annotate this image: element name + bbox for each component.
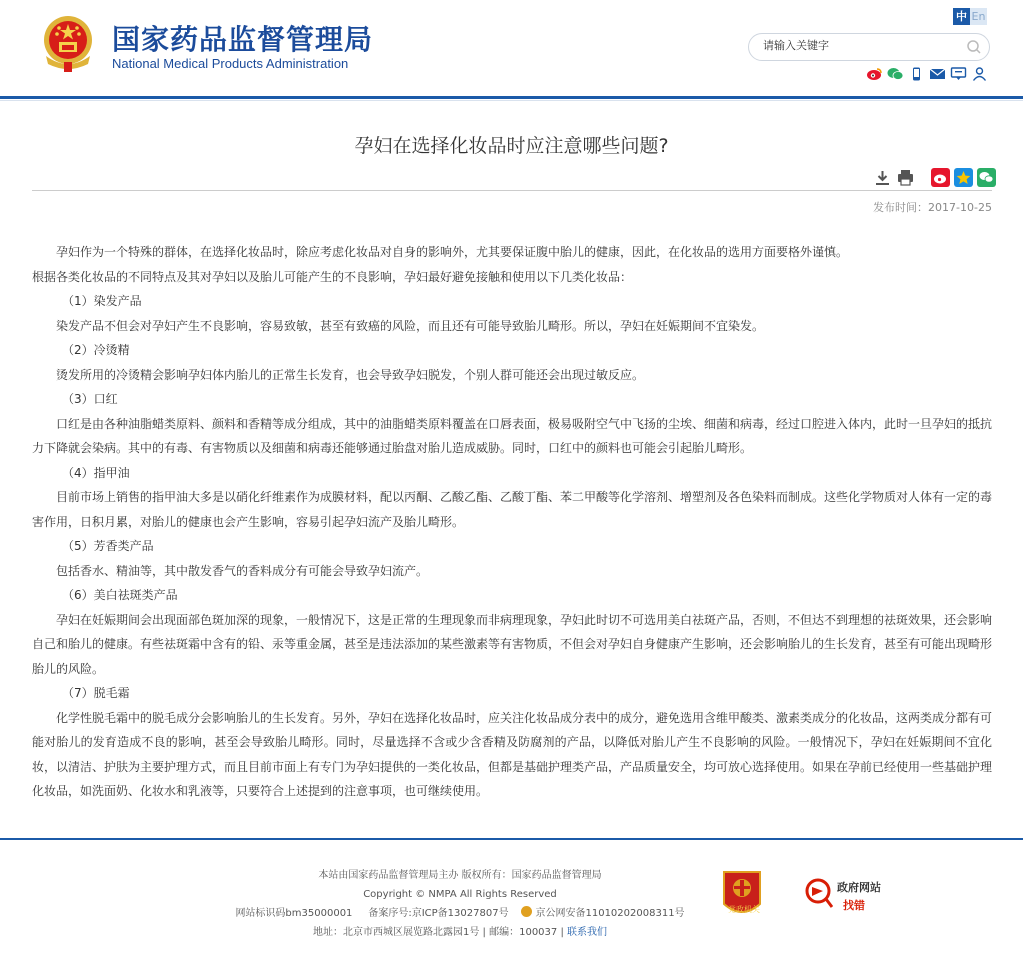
footer-icp-record[interactable]: 备案序号:京ICP备13027807号 bbox=[368, 908, 509, 919]
footer-address: 地址：北京市西城区展览路北露园1号 | 邮编：100037 | bbox=[313, 927, 564, 938]
footer-copyright: Copyright © NMPA All Rights Reserved bbox=[363, 889, 557, 900]
publish-date: 发布时间：2017-10-25 bbox=[873, 201, 992, 214]
wechat-icon[interactable] bbox=[887, 66, 904, 80]
share-favorite-icon[interactable] bbox=[954, 168, 973, 187]
section-heading: （6）美白祛斑类产品 bbox=[62, 588, 178, 602]
footer-sponsor: 本站由国家药品监督管理局主办 版权所有：国家药品监督管理局 bbox=[318, 870, 602, 881]
language-switch bbox=[953, 8, 987, 25]
header-share-icons bbox=[866, 66, 988, 80]
article-tools bbox=[873, 168, 1000, 187]
download-icon[interactable] bbox=[873, 168, 892, 187]
gov-site-magnifier-icon bbox=[803, 877, 833, 909]
message-icon[interactable] bbox=[950, 66, 967, 80]
section-heading: （7）脱毛霜 bbox=[62, 686, 130, 700]
search-icon[interactable] bbox=[965, 38, 983, 56]
lang-cn-button[interactable]: 中 bbox=[953, 8, 970, 25]
article-body bbox=[32, 240, 992, 804]
weibo-icon[interactable] bbox=[866, 66, 883, 80]
gov-site-error-badge[interactable] bbox=[803, 873, 887, 913]
share-weibo-icon[interactable] bbox=[931, 168, 950, 187]
national-emblem-icon[interactable] bbox=[40, 14, 96, 74]
section-heading: （2）冷烫精 bbox=[62, 343, 130, 357]
police-badge-icon bbox=[521, 906, 532, 917]
footer-info bbox=[230, 866, 690, 942]
article-paragraph: 烫发所用的冷烫精会影响孕妇体内胎儿的正常生长发育，也会导致孕妇脱发，个别人群可能还会出现过敏反应。 bbox=[56, 367, 645, 382]
contact-us-link[interactable]: 联系我们 bbox=[567, 927, 607, 938]
mail-icon[interactable] bbox=[929, 66, 946, 80]
article-paragraph: 口红是由各种油脂蜡类原料、颜料和香精等成分组成，其中的油脂蜡类原料覆盖在口唇表面，极易吸附空气中飞扬的尘埃、细菌和病毒，经过口腔进入体内，此时一旦孕妇的抵抗力下降就会染病。其中的有毒、有害物质以及细菌和病毒还能够通过胎盘对胎儿造成威胁。同时，口红中的颜料也可能会引起胎儿畸形。 bbox=[32, 416, 993, 455]
article-paragraph: 孕妇作为一个特殊的群体，在选择化妆品时，除应考虑化妆品对自身的影响外，尤其要保证腹中胎儿的健康，因此，在化妆品的选用方面要格外谨慎。 bbox=[56, 245, 849, 259]
gov-site-name: 政府网站 bbox=[837, 881, 881, 894]
lang-en-button[interactable]: En bbox=[971, 10, 986, 23]
search-input[interactable] bbox=[763, 39, 953, 52]
section-heading: （5）芳香类产品 bbox=[62, 539, 154, 553]
party-gov-badge[interactable] bbox=[720, 868, 764, 920]
footer-site-id: 网站标识码bm35000001 bbox=[235, 908, 353, 919]
footer-divider bbox=[0, 838, 1023, 840]
footer-records bbox=[230, 904, 690, 923]
article-paragraph: 染发产品不但会对孕妇产生不良影响，容易致敏，甚至有致癌的风险，而且还有可能导致胎儿畸形。所以，孕妇在妊娠期间不宜染发。 bbox=[56, 318, 765, 333]
article-paragraph: 包括香水、精油等，其中散发香气的香料成分有可能会导致孕妇流产。 bbox=[56, 563, 429, 578]
mobile-icon[interactable] bbox=[908, 66, 925, 80]
article-paragraph: 化学性脱毛霜中的脱毛成分会影响胎儿的生长发育。另外，孕妇在选择化妆品时，应关注化妆品成分表中的成分，避免选用含维甲酸类、激素类成分的化妆品，这两类成分都有可能对胎儿的发育造成不良的影响，甚至会导致胎儿畸形。同时，尽量选择不含或少含香精及防腐剂的产品，以降低对胎儿产生不良影响的风险。一般情况下，孕妇在妊娠期间不宜化妆，以清洁、护肤为主要护理方式，而且目前市面上有专门为孕妇提供的一类化妆品，但都是基础护理类产品，产品质量安全，均可放心选择使用。如果在孕前已经使用一些基础护理化妆品，如洗面奶、化妆水和乳液等，只要符合上述提到的注意事项，也可继续使用。 bbox=[32, 710, 993, 798]
footer-address-line bbox=[230, 923, 690, 942]
site-title-en[interactable]: National Medical Products Administration bbox=[112, 56, 349, 71]
article-paragraph: 孕妇在妊娠期间会出现面部色斑加深的现象，一般情况下，这是正常的生理现象而非病理现象，孕妇此时切不可选用美白祛斑产品，否则，不但达不到理想的祛斑效果，还会影响自己和胎儿的健康。有些祛斑霜中含有的铅、汞等重金属，甚至是违法添加的某些激素等有害物质，不但会对孕妇自身健康产生影响，还会影响胎儿的生长发育，甚至有可能出现畸形胎儿的风险。 bbox=[32, 612, 993, 676]
article-paragraph: 根据各类化妆品的不同特点及其对孕妇以及胎儿可能产生的不良影响，孕妇最好避免接触和使用以下几类化妆品： bbox=[32, 269, 633, 284]
user-icon[interactable] bbox=[971, 66, 988, 80]
share-wechat-icon[interactable] bbox=[977, 168, 996, 187]
section-heading: （3）口红 bbox=[62, 392, 118, 406]
gov-site-error-label: 找错 bbox=[843, 899, 865, 912]
article-title: 孕妇在选择化妆品时应注意哪些问题? bbox=[354, 135, 669, 157]
print-icon[interactable] bbox=[896, 168, 915, 187]
article-paragraph: 目前市场上销售的指甲油大多是以硝化纤维素作为成膜材料，配以丙酮、乙酸乙酯、乙酸丁酯、苯二甲酸等化学溶剂、增塑剂及各色染料而制成。这些化学物质对人体有一定的毒害作用，日积月累，对胎儿的健康也会产生影响，容易引起孕妇流产及胎儿畸形。 bbox=[32, 490, 993, 529]
party-gov-label: 党政机关 bbox=[728, 905, 760, 914]
header-divider bbox=[0, 96, 1023, 99]
site-header bbox=[0, 0, 1023, 96]
section-heading: （4）指甲油 bbox=[62, 465, 130, 480]
search-box bbox=[748, 33, 990, 61]
footer-police-record[interactable]: 京公网安备11010202008311号 bbox=[535, 908, 685, 919]
title-divider bbox=[32, 190, 992, 191]
header-divider-thin bbox=[0, 100, 1023, 101]
site-title-cn[interactable]: 国家药品监督管理局 bbox=[112, 23, 374, 56]
section-heading: （1）染发产品 bbox=[62, 294, 142, 308]
